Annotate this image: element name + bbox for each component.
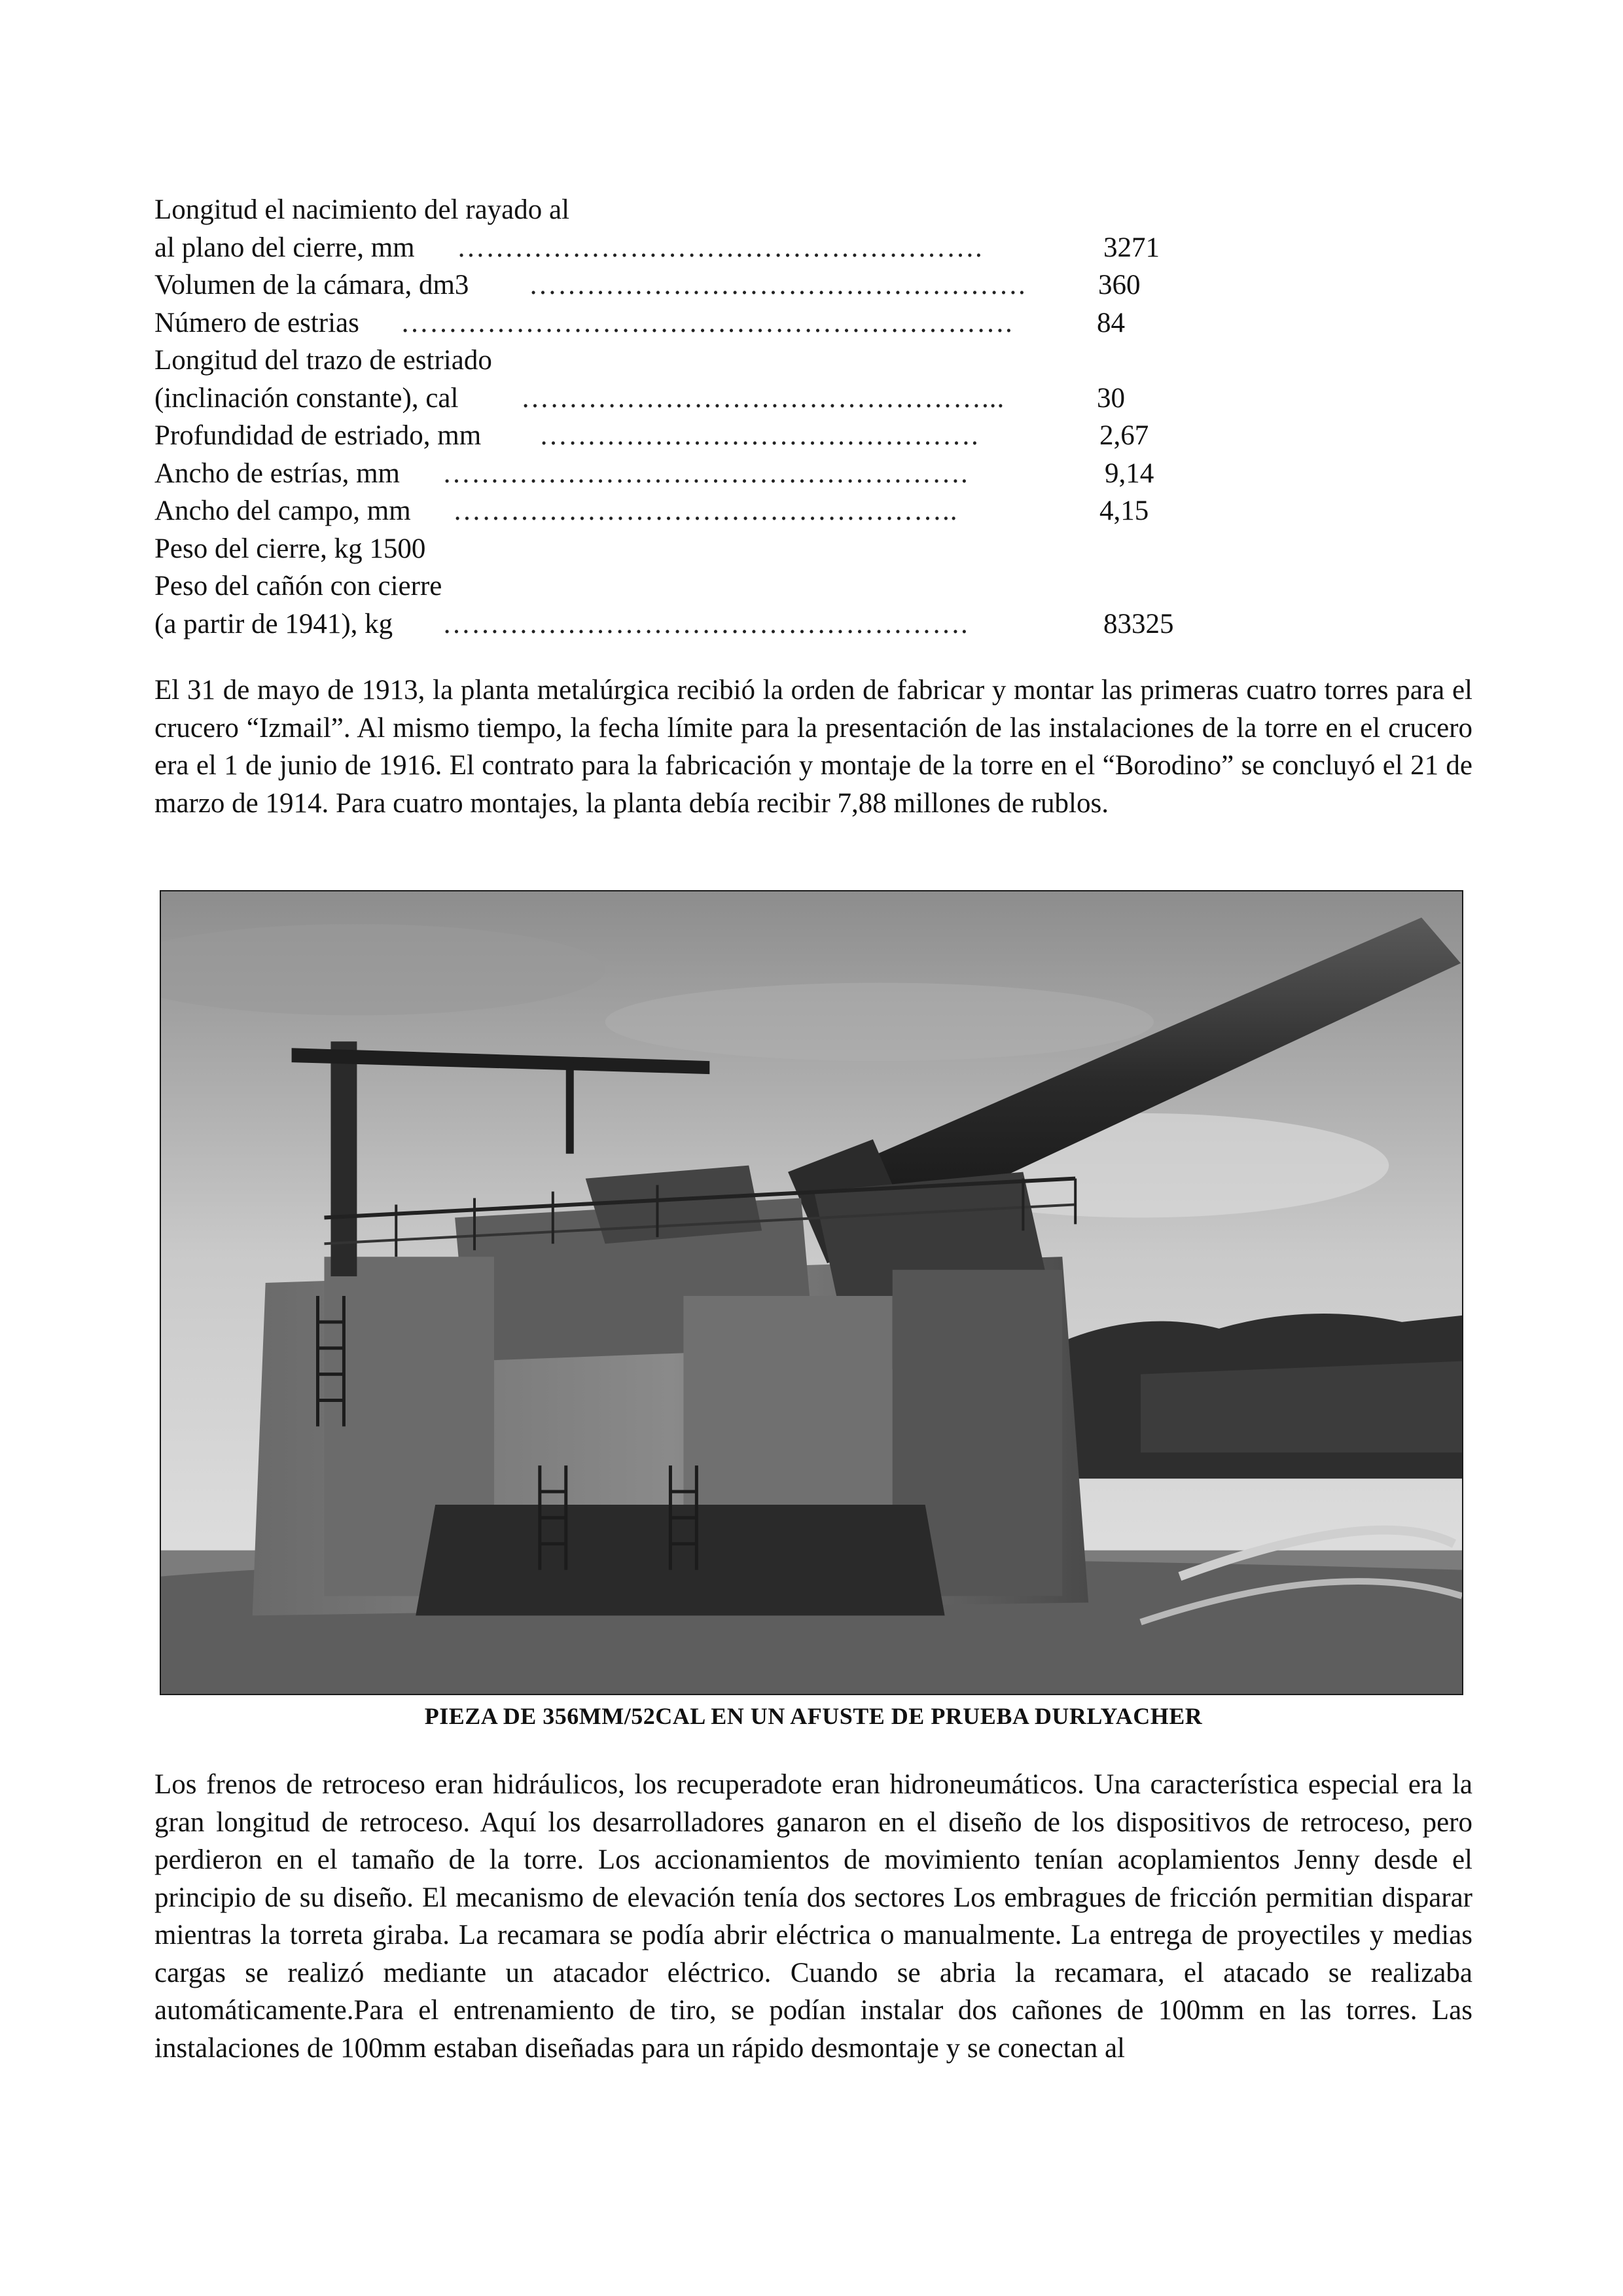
spec-label: Profundidad de estriado, mm: [154, 420, 482, 451]
spec-value: 3271: [1103, 232, 1160, 263]
spec-line: [154, 229, 1202, 267]
spec-line: [154, 567, 1202, 605]
spec-label: Ancho de estrías, mm: [154, 457, 400, 489]
spec-leader-dots: ……………………………………………………….: [401, 307, 1013, 338]
spec-value: 83325: [1103, 608, 1174, 639]
spec-label: Peso del cañón con cierre: [154, 571, 442, 601]
gun-mount-illustration: [161, 891, 1462, 1694]
spec-label: Longitud del trazo de estriado: [154, 345, 492, 376]
spec-line: [154, 266, 1202, 304]
spec-value: 84: [1097, 307, 1125, 338]
spec-label: Número de estrias: [154, 307, 359, 338]
spec-value: 30: [1097, 382, 1125, 414]
spec-line: [154, 605, 1202, 643]
spec-line: [154, 191, 1202, 229]
spec-line: [154, 417, 1202, 455]
spec-label: al plano del cierre, mm: [154, 232, 415, 263]
spec-value: 360: [1098, 270, 1141, 300]
spec-line: [154, 492, 1202, 530]
spec-label: (a partir de 1941), kg: [154, 608, 393, 639]
paragraph-recoil: Los frenos de retroceso eran hidráulicos, los recuperadote eran hidroneumáticos. Una característica especial era la gran longitud de retroceso. Aquí los desarrolladores ganaron en el diseño de los dispositivos de retroceso, pero perdieron en el tamaño de la torre. Los accionamientos de movimiento tenían acoplamientos Jenny desde el principio de su diseño. El mecanismo de elevación tenía dos sectores Los embragues de fricción permitian disparar mientras la torreta giraba. La recamara se podía abrir eléctrica o manualmente. La entrega de proyectiles y medias cargas se realizó mediante un atacador eléctrico. Cuando se abria la recamara, el atacado se realizaba automáticamente.Para el entrenamiento de tiro, se podían instalar dos cañones de 100mm en las torres. Las instalaciones de 100mm estaban diseñadas para un rápido desmontaje y se conectan al: [154, 1769, 1472, 2064]
spec-value: 4,15: [1099, 495, 1149, 526]
spec-list: [154, 191, 1202, 643]
spec-leader-dots: ……………………………………….: [539, 420, 979, 451]
spec-leader-dots: …………………………………………...: [521, 382, 1005, 414]
spec-line: [154, 342, 1202, 380]
spec-label: (inclinación constante), cal: [154, 382, 459, 414]
spec-line: [154, 455, 1202, 493]
spec-leader-dots: ……………………………………………..: [453, 495, 958, 526]
spec-line: [154, 304, 1202, 342]
spec-label: Peso del cierre, kg 1500: [154, 533, 426, 564]
spec-value: 9,14: [1105, 457, 1154, 489]
spec-line: [154, 530, 1202, 568]
spec-leader-dots: ……………………………………………….: [442, 608, 969, 639]
spec-leader-dots: ……………………………………………….: [442, 457, 969, 489]
spec-label: Volumen de la cámara, dm3: [154, 270, 469, 300]
spec-line: [154, 380, 1202, 418]
paragraph-contract: El 31 de mayo de 1913, la planta metalúrgica recibió la orden de fabricar y montar las primeras cuatro torres para el crucero “Izmail”. Al mismo tiempo, la fecha límite para la presentación de las instalaciones de la torre en el crucero era el 1 de junio de 1916. El contrato para la fabricación y montaje de la torre en el “Borodino” se concluyó el 21 de marzo de 1914. Para cuatro montajes, la planta debía recibir 7,88 millones de rublos.: [154, 675, 1472, 819]
spec-value: 2,67: [1099, 420, 1149, 451]
spec-label: Ancho del campo, mm: [154, 495, 411, 526]
gun-mount-photo: [160, 890, 1463, 1695]
spec-leader-dots: …………………………………………….: [529, 270, 1026, 300]
figure-caption: PIEZA DE 356MM/52CAL EN UN AFUSTE DE PRUEBA DURLYACHER: [424, 1703, 1203, 1729]
spec-label: Longitud el nacimiento del rayado al: [154, 194, 570, 225]
spec-leader-dots: ……………………………………………….: [457, 232, 983, 263]
